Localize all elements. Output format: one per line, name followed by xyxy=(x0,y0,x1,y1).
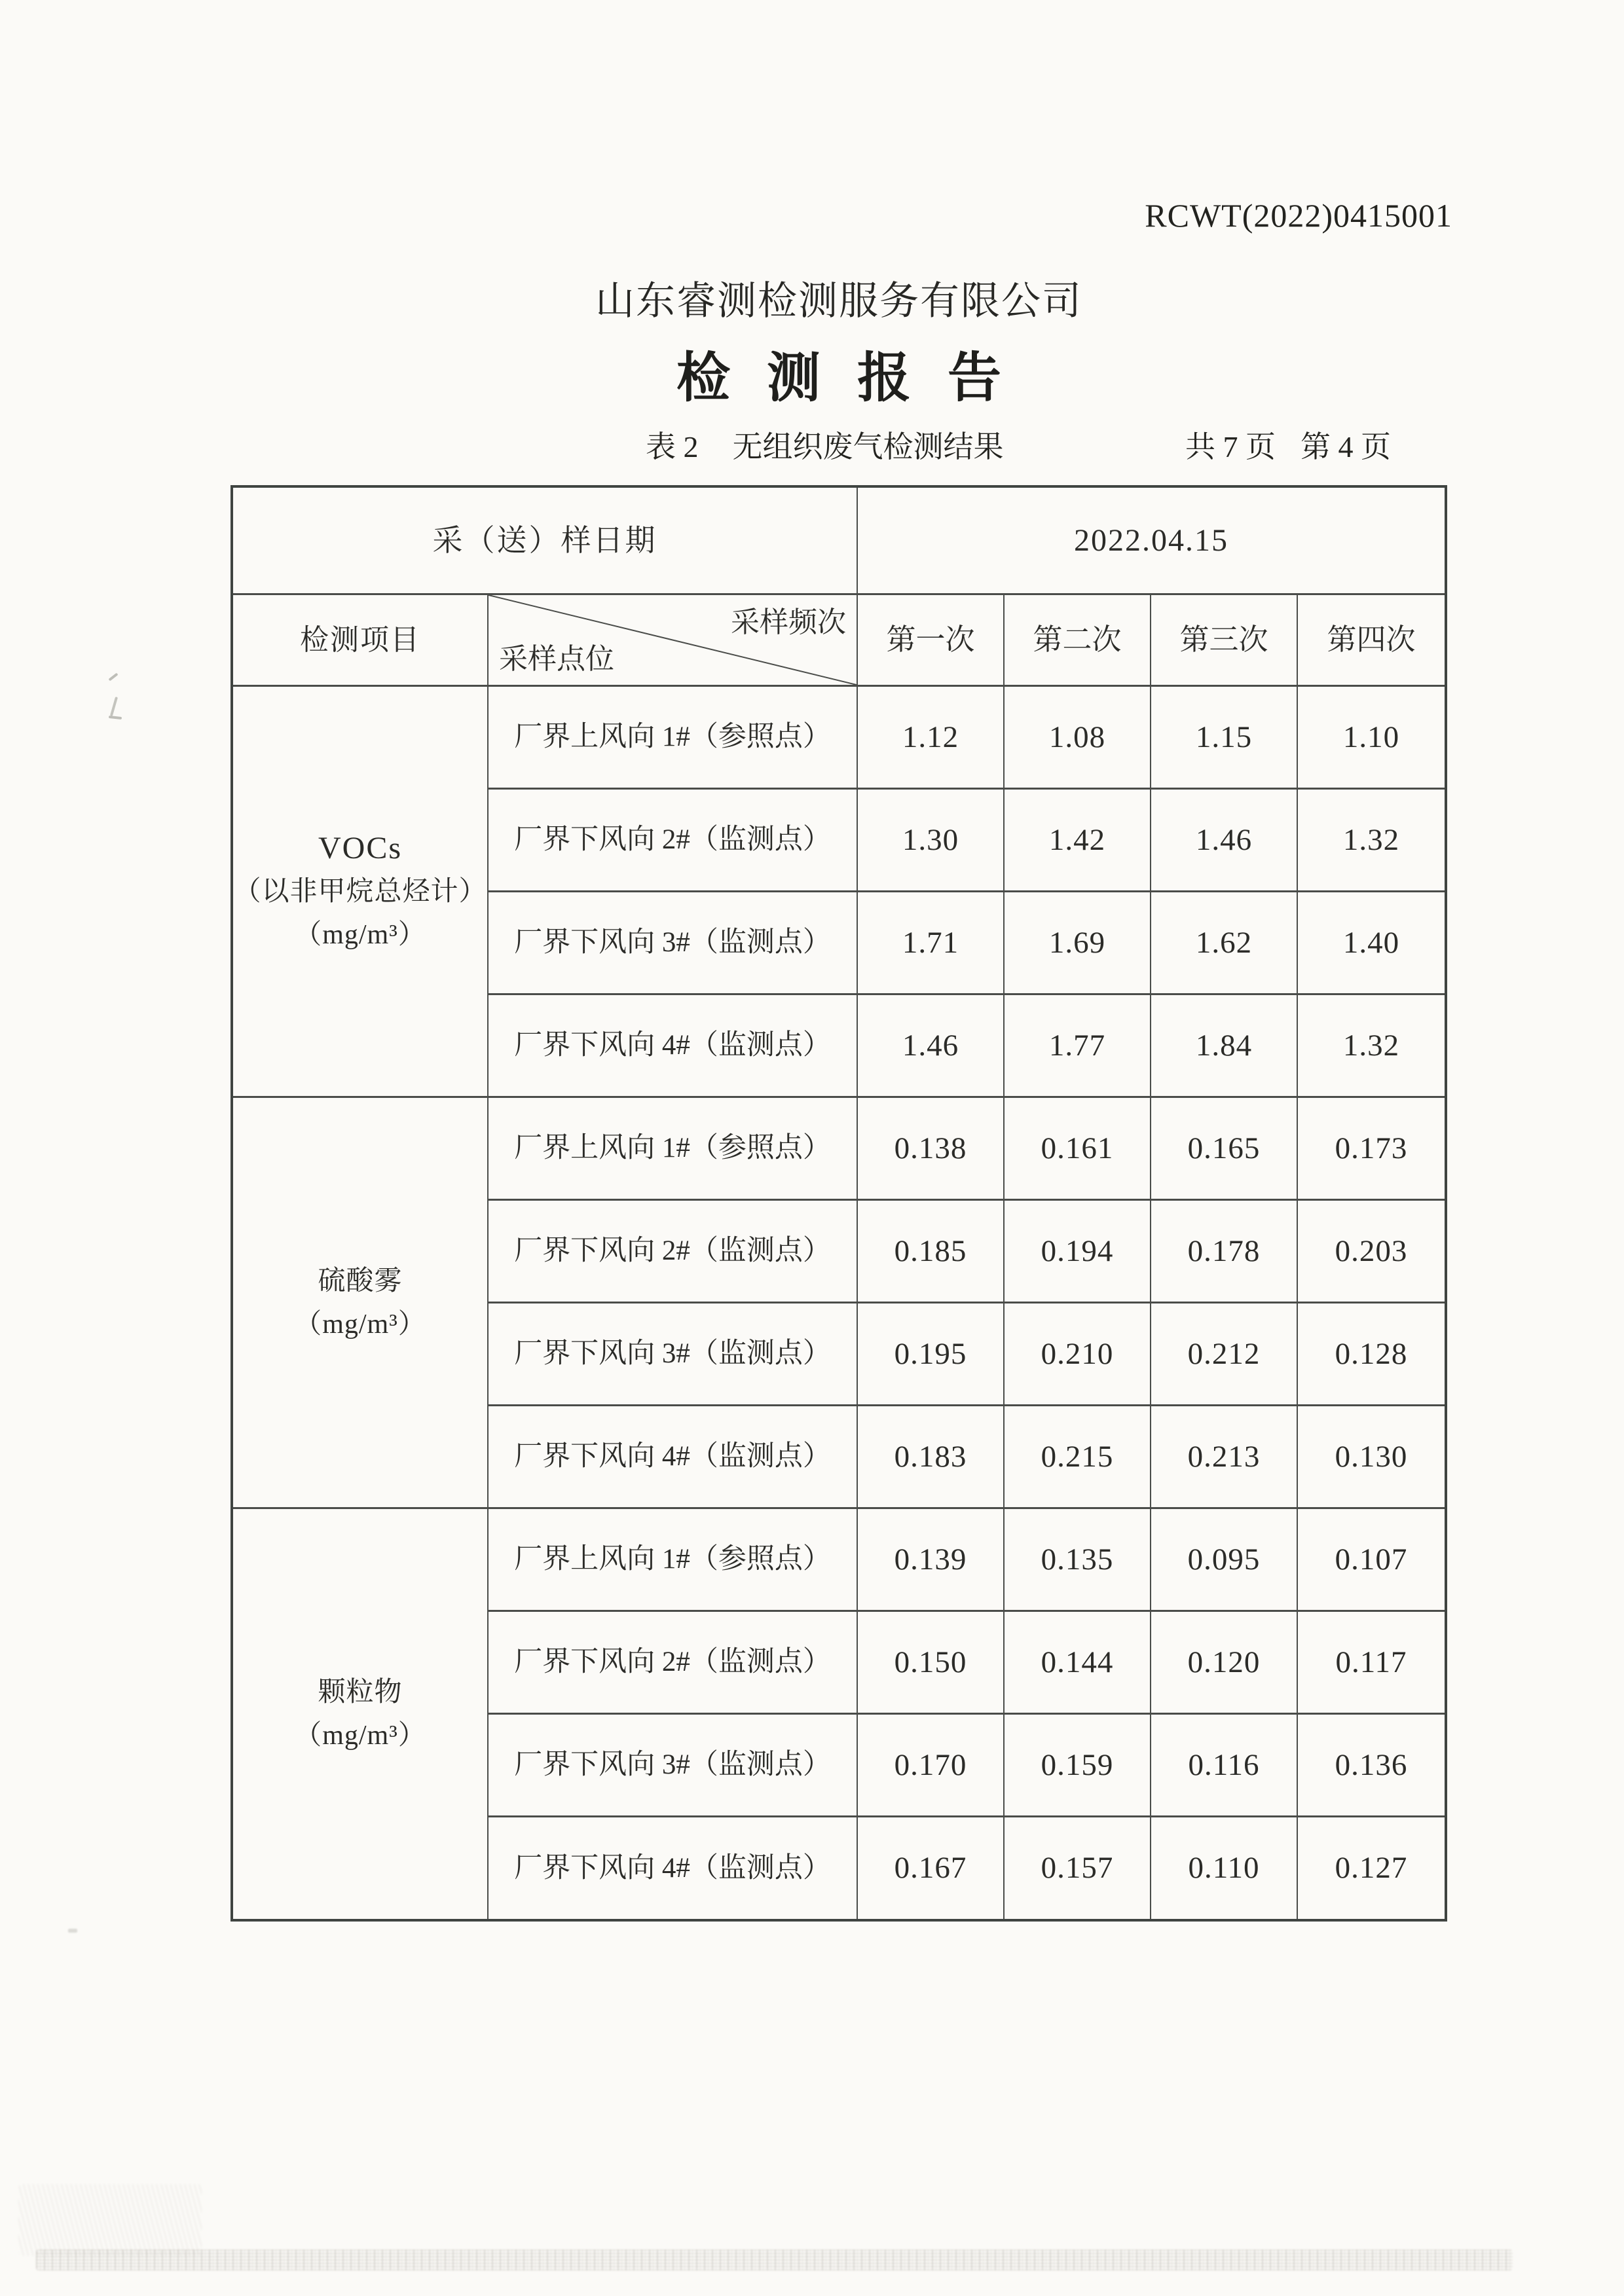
measurement-value-cell: 1.30 xyxy=(858,790,1005,892)
measurement-value-cell: 1.10 xyxy=(1298,687,1445,790)
detection-item-header-cell: 检测项目 xyxy=(233,595,489,687)
measurement-value-cell: 1.42 xyxy=(1005,790,1151,892)
sampling-point-cell: 厂界下风向 2#（监测点） xyxy=(489,1612,858,1715)
group-name-line: VOCs xyxy=(318,830,403,866)
pencil-mark xyxy=(68,1929,77,1933)
measurement-value-cell: 0.127 xyxy=(1335,1851,1408,1886)
sampling-point-label: 采样点位 xyxy=(499,643,614,675)
measurement-value-cell: 0.194 xyxy=(1005,1201,1151,1303)
pencil-mark xyxy=(109,716,122,720)
frequency-header-cell: 第四次 xyxy=(1298,595,1445,687)
frequency-header-cell: 第三次 xyxy=(1151,595,1298,687)
measurement-value-cell: 0.120 xyxy=(1151,1612,1298,1715)
measurement-value-cell: 0.195 xyxy=(858,1303,1005,1406)
measurement-value-cell: 0.173 xyxy=(1298,1098,1445,1201)
measurement-value-cell: 0.161 xyxy=(1005,1098,1151,1201)
diagonal-header-cell xyxy=(489,595,858,687)
measurement-value-cell: 0.138 xyxy=(858,1098,1005,1201)
sampling-point-cell: 厂界下风向 3#（监测点） xyxy=(489,892,858,995)
group-name-cell xyxy=(233,687,489,1098)
measurement-value-cell: 1.15 xyxy=(1151,687,1298,790)
measurement-value-cell: 0.144 xyxy=(1005,1612,1151,1715)
group-name-line: 硫酸雾 xyxy=(318,1266,403,1296)
measurement-value-cell: 0.157 xyxy=(1005,1817,1151,1919)
measurement-value-cell: 0.128 xyxy=(1298,1303,1445,1406)
date-label-cell: 采（送）样日期 xyxy=(233,488,858,595)
measurement-value-cell: 0.210 xyxy=(1005,1303,1151,1406)
measurement-value-cell: 0.130 xyxy=(1298,1406,1445,1509)
measurement-value-cell: 0.136 xyxy=(1298,1715,1445,1817)
results-table xyxy=(231,485,1447,1922)
table-caption-label: 表 2 xyxy=(646,430,699,464)
group-name-cell xyxy=(233,1509,489,1919)
measurement-value-cell: 0.110 xyxy=(1151,1817,1298,1919)
report-title: 检测报告 xyxy=(676,348,1038,408)
measurement-value-cell: 0.212 xyxy=(1151,1303,1298,1406)
pencil-mark xyxy=(110,697,118,716)
measurement-value-cell: 0.159 xyxy=(1005,1715,1151,1817)
measurement-value-cell: 1.32 xyxy=(1298,790,1445,892)
measurement-value-cell: 1.69 xyxy=(1005,892,1151,995)
scan-noise-patch xyxy=(18,2184,202,2256)
table-caption xyxy=(646,423,1004,466)
group-name-line: （mg/m³） xyxy=(294,1721,426,1751)
measurement-value-cell: 0.178 xyxy=(1151,1201,1298,1303)
sampling-point-cell: 厂界上风向 1#（参照点） xyxy=(489,1098,858,1201)
frequency-header-cell: 第二次 xyxy=(1005,595,1151,687)
measurement-value-cell: 0.139 xyxy=(858,1509,1005,1612)
measurement-value-cell: 0.150 xyxy=(858,1612,1005,1715)
scan-noise-band xyxy=(36,2250,1513,2270)
measurement-value-cell: 0.213 xyxy=(1151,1406,1298,1509)
measurement-value-cell: 0.116 xyxy=(1151,1715,1298,1817)
measurement-value-cell: 0.170 xyxy=(858,1715,1005,1817)
measurement-value-cell: 1.84 xyxy=(1151,995,1298,1098)
measurement-value-cell: 1.40 xyxy=(1298,892,1445,995)
measurement-value-cell: 0.095 xyxy=(1151,1509,1298,1612)
measurement-value-cell: 0.107 xyxy=(1298,1509,1445,1612)
group-name-line: （以非甲烷总烃计） xyxy=(233,876,487,907)
sampling-point-cell: 厂界上风向 1#（参照点） xyxy=(489,1509,858,1612)
page-current: 第 4 页 xyxy=(1301,430,1391,464)
measurement-value-cell: 1.71 xyxy=(858,892,1005,995)
sampling-frequency-label: 采样频次 xyxy=(731,606,846,638)
sampling-point-cell: 厂界下风向 4#（监测点） xyxy=(489,1817,858,1919)
company-name: 山东睿测检测服务有限公司 xyxy=(595,280,1082,323)
table-caption-title: 无组织废气检测结果 xyxy=(732,430,1004,464)
group-name-line: （mg/m³） xyxy=(294,919,426,950)
pages-total: 共 7 页 xyxy=(1185,430,1276,464)
measurement-value-cell: 0.215 xyxy=(1005,1406,1151,1509)
group-name-cell xyxy=(233,1098,489,1509)
sampling-point-cell: 厂界下风向 2#（监测点） xyxy=(489,1201,858,1303)
page-info xyxy=(1185,423,1391,466)
measurement-value-cell: 1.46 xyxy=(1151,790,1298,892)
sampling-point-cell: 厂界下风向 3#（监测点） xyxy=(489,1715,858,1817)
sampling-point-cell: 厂界下风向 4#（监测点） xyxy=(489,1406,858,1509)
measurement-value-cell: 0.203 xyxy=(1298,1201,1445,1303)
sampling-point-cell: 厂界下风向 3#（监测点） xyxy=(489,1303,858,1406)
measurement-value-cell: 0.135 xyxy=(1005,1509,1151,1612)
measurement-value-cell: 0.167 xyxy=(858,1817,1005,1919)
measurement-value-cell: 1.12 xyxy=(858,687,1005,790)
measurement-value-cell: 0.183 xyxy=(858,1406,1005,1509)
group-name-line: （mg/m³） xyxy=(294,1309,426,1339)
sampling-point-cell: 厂界下风向 4#（监测点） xyxy=(489,995,858,1098)
measurement-value-cell: 1.32 xyxy=(1298,995,1445,1098)
measurement-value-cell: 0.117 xyxy=(1298,1612,1445,1715)
sampling-point-cell: 厂界下风向 2#（监测点） xyxy=(489,790,858,892)
sampling-point-cell: 厂界上风向 1#（参照点） xyxy=(489,687,858,790)
measurement-value-cell: 0.165 xyxy=(1151,1098,1298,1201)
group-name-line: 颗粒物 xyxy=(318,1677,403,1707)
measurement-value-cell: 1.46 xyxy=(858,995,1005,1098)
pencil-mark xyxy=(108,672,118,681)
frequency-header-cell: 第一次 xyxy=(858,595,1005,687)
date-value-cell: 2022.04.15 xyxy=(858,488,1445,595)
measurement-value-cell: 0.185 xyxy=(858,1201,1005,1303)
measurement-value-cell: 1.08 xyxy=(1005,687,1151,790)
measurement-value-cell: 1.77 xyxy=(1005,995,1151,1098)
report-number: RCWT(2022)0415001 xyxy=(1145,197,1452,234)
measurement-value-cell: 1.62 xyxy=(1151,892,1298,995)
